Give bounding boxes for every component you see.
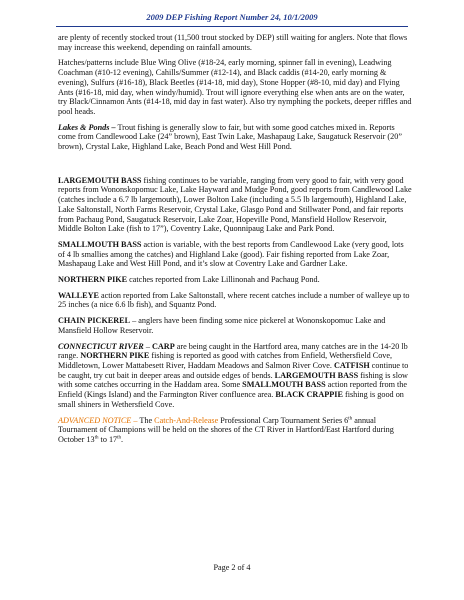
walleye-lead: WALLEYE — [58, 290, 99, 300]
ct-river-text-5: action reported from the Enfield (Kings Island) and the Farmington River confluence area. — [58, 380, 408, 400]
pickerel-text: – anglers have been finding some nice pickerel at Wononskopomuc Lake and Mansfield Hollow Reservoir. — [58, 316, 386, 335]
pickerel-lead: CHAIN PICKEREL — [58, 316, 131, 326]
ct-river-text-2: fishing is reported as good with catches from Enfield, Wethersfield Cove, Middletown, Lower Mattabesett River, Haddam Meadows and Salmon River Cove. — [58, 351, 393, 370]
hatches-paragraph: Hatches/patterns include Blue Wing Olive (#18-24, early morning, spinner fall in evening), Leadwing Coachman (#10-12 evening), Cahills/Summer (#12-14), and Black caddis (#14-20, early morning & evening), Sulfurs (#16-18), Black Beetles (#14-18, mid day), Stone Hopper (#8-10, mid day) and Flying Ants (#16-18, mid day, when windy/humid). Trout will ignore everything else when ants are on the water, try Black/Cinnamon Ants (#14-18, mid day in fast water). Also try nymphing the pockets, deeper riffles and pool heads. — [58, 58, 412, 116]
report-body — [58, 33, 412, 451]
ordinal-suffix: th — [94, 435, 99, 441]
crappie-lead: BLACK CRAPPIE — [275, 390, 343, 400]
notice-text-2: Professional Carp Tournament Series 6 — [218, 415, 349, 425]
ct-river-lead: CONNECTICUT RIVER — [58, 341, 144, 351]
smallmouth-lead: SMALLMOUTH BASS — [58, 239, 142, 249]
ct-river-text-4: fishing is slow with some catches occurring in the Haddam area. Some — [58, 370, 408, 390]
ct-river-text-1: are being caught in the Hartford area, many catches are in the 14-20 lb range. — [58, 341, 408, 361]
ct-largemouth-lead: LARGEMOUTH BASS — [274, 370, 359, 380]
ct-river-dash: – — [143, 341, 152, 351]
catch-and-release: Catch-And-Release — [154, 415, 219, 425]
carp-lead: CARP — [151, 341, 175, 351]
pike-paragraph — [58, 275, 412, 285]
smallmouth-text: action is variable, with the best reports from Candlewood Lake (very good, lots of 4 lb smallies among the catches) and Highland Lake (good). Fair fishing reported from Lake Zoar, Mashapaug Lake and West Hill Pond, and it’s slow at Coventry Lake and Gardner Lake. — [58, 239, 404, 269]
ct-river-text-6: fishing is good on small shiners in Wethersfield Cove. — [58, 390, 404, 409]
smallmouth-paragraph — [58, 240, 412, 269]
pickerel-paragraph — [58, 316, 412, 335]
ct-pike-lead: NORTHERN PIKE — [80, 351, 150, 361]
lakes-text: Trout fishing is generally slow to fair, but with some good catches mixed in. Reports come from Candlewood Lake (24” brown), East Twin Lake, Mashapaug Lake, Saugatuck Reservoir (20” brown), Crystal Lake, Highland Lake, Beach Pond and West Hill Pond. — [58, 122, 402, 152]
walleye-text: action reported from Lake Saltonstall, where recent catches include a number of walleye up to 25 inches (a nice 6.6 lb fish), and Squantz Pond. — [58, 290, 410, 310]
walleye-paragraph — [58, 291, 412, 310]
lakes-lead: Lakes & Ponds – — [58, 122, 116, 132]
largemouth-text: fishing continues to be variable, ranging from very good to fair, with very good reports from Wononskopomuc Lake, Lake Hayward and Mudge Pond, good reports from Candlewood Lake (catches include a 6.7 lb largemouth), Lower Bolton Lake (including a 5.5 lb largemouth), Highland Lake, Lake Saltonstall, North Farms Reservoir, Crystal Lake, Glasgo Pond and Stillwater Pond, and fair reports from Pachaug Pond, Saugatuck Reservoir, Lake Zoar, Hopeville Pond, Mansfield Hollow Reservoir, Middle Bolton Lake (fish to 17”), Coventry Lake, Quonnipaug Lake and Park Pond. — [58, 175, 412, 234]
notice-text-1: The — [137, 415, 155, 425]
ct-river-paragraph — [58, 342, 412, 410]
largemouth-paragraph — [58, 176, 412, 234]
notice-lead: ADVANCED NOTICE – — [58, 415, 138, 425]
notice-text-5: . — [121, 434, 124, 444]
ordinal-suffix: th — [117, 435, 122, 441]
page-number: Page 2 of 4 — [213, 563, 251, 572]
largemouth-lead: LARGEMOUTH BASS — [58, 175, 142, 185]
notice-paragraph — [58, 416, 412, 445]
catfish-lead: CATFISH — [333, 360, 370, 370]
pike-text: catches reported from Lake Lillinonah and Pachaug Pond. — [127, 275, 320, 285]
lakes-paragraph — [58, 123, 412, 152]
header-rule — [56, 26, 408, 27]
pike-lead: NORTHERN PIKE — [58, 275, 128, 285]
notice-text-4: to 17 — [98, 434, 118, 444]
ordinal-suffix: th — [348, 415, 353, 421]
section-spacer — [58, 158, 412, 176]
ct-smallmouth-lead: SMALLMOUTH BASS — [242, 380, 326, 390]
report-header: 2009 DEP Fishing Report Number 24, 10/1/2009 — [146, 12, 318, 22]
intro-paragraph: are plenty of recently stocked trout (11,500 trout stocked by DEP) still waiting for anglers. Note that flows may increase this weekend, depending on rainfall amounts. — [58, 33, 408, 52]
notice-text-3: annual Tournament of Champions will be held on the shores of the CT River in Hartford/East Hartford during October 13 — [58, 415, 394, 444]
ct-river-text-3: continue to be caught, try cut bait in deeper areas and outside edges of bends. — [58, 360, 409, 380]
